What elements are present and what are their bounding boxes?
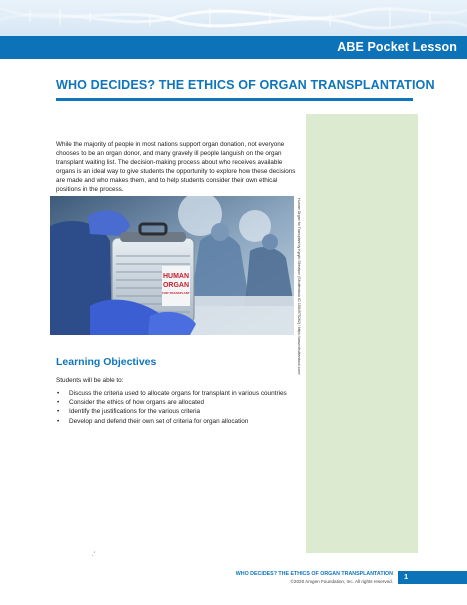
photo-credit bbox=[293, 197, 305, 375]
page-number: 1 bbox=[404, 572, 409, 581]
objective-item bbox=[56, 389, 300, 398]
sidebar-panel bbox=[306, 114, 418, 553]
objectives-heading: Learning Objectives bbox=[56, 356, 157, 368]
bullet-icon: • bbox=[57, 399, 60, 407]
page-number-box bbox=[398, 571, 467, 584]
lesson-photo bbox=[50, 196, 294, 335]
bullet-icon: • bbox=[57, 408, 60, 416]
footer-title: WHO DECIDES? THE ETHICS OF ORGAN TRANSPLANTATION bbox=[235, 571, 393, 577]
objectives-intro: Students will be able to: bbox=[56, 377, 124, 384]
objectives-list bbox=[56, 389, 300, 426]
lesson-type-label: ABE Pocket Lesson bbox=[337, 40, 457, 54]
intro-paragraph: While the majority of people in most nations support organ donation, not everyone chooses to be an organ donor, and many gravely ill people languish on the organ transplant waiting list. The decision-making process about who receives available organs is an ideal way to give students the opportunity to explore how these decisions are made and who makes them, and to help students consider their own ethical positions in the process. bbox=[56, 141, 296, 194]
title-divider bbox=[56, 98, 413, 101]
objective-item bbox=[56, 407, 300, 416]
box-label-line3: FOR TRANSPLANT bbox=[162, 291, 190, 295]
organ-transport-photo bbox=[50, 196, 294, 335]
lesson-type-band bbox=[0, 36, 467, 59]
box-label-line2: ORGAN bbox=[162, 282, 190, 289]
objective-text: Discuss the criteria used to allocate organs for transplant in various countries bbox=[69, 390, 287, 397]
objective-text: Consider the ethics of how organs are allocated bbox=[69, 399, 204, 407]
box-label-line1: HUMAN bbox=[162, 273, 190, 280]
photo-credit-text: Human Organ for Transplant by Kyrylo Shevtsov (Shutterstock ID 1584975262) / https://www.shutterstock.com/ bbox=[297, 198, 301, 375]
stray-mark: .' bbox=[92, 552, 95, 558]
page-title: WHO DECIDES? THE ETHICS OF ORGAN TRANSPLANTATION bbox=[56, 78, 435, 92]
footer-copyright: ©2020 Amgen Foundation, Inc. All rights reserved. bbox=[290, 579, 393, 584]
header-banner-image bbox=[0, 0, 467, 36]
objective-text: Develop and defend their own set of criteria for organ allocation bbox=[69, 417, 249, 425]
dna-helix-graphic bbox=[0, 0, 467, 36]
bullet-icon: • bbox=[57, 417, 60, 425]
objective-item bbox=[56, 417, 300, 426]
objective-item bbox=[56, 398, 300, 407]
bullet-icon: • bbox=[57, 390, 60, 397]
objective-text: Identify the justifications for the various criteria bbox=[69, 408, 201, 416]
